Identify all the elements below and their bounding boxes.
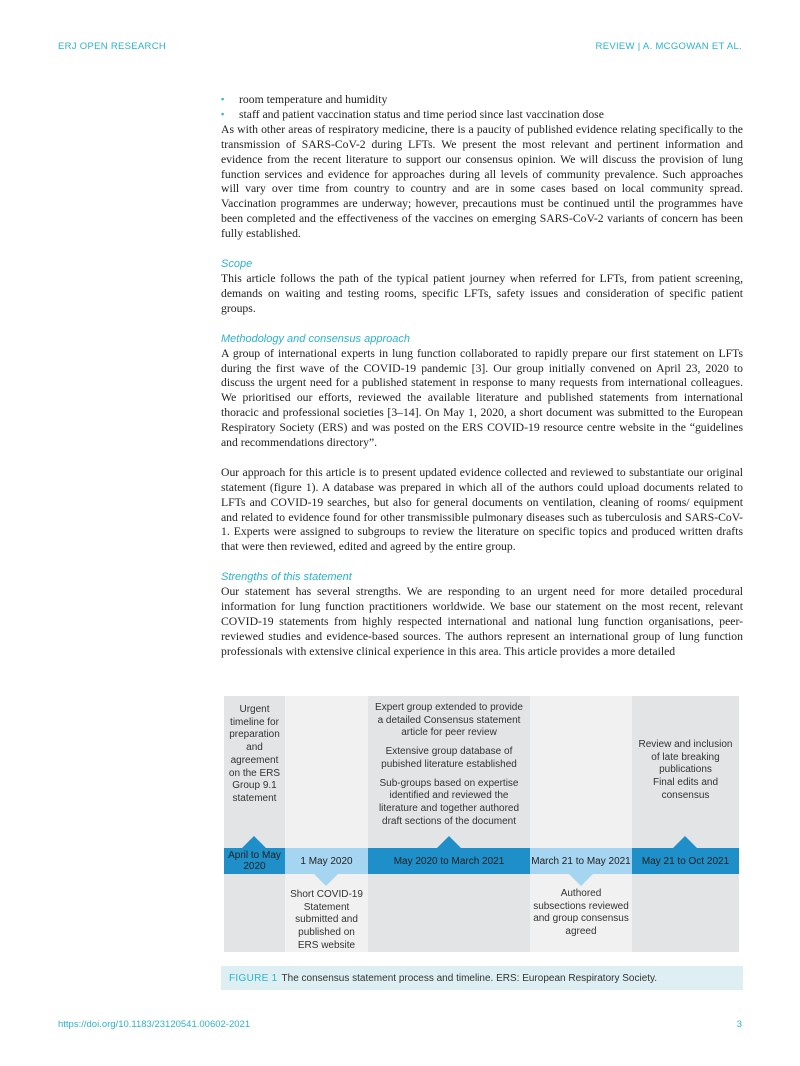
col-2-description [287,889,366,953]
timeline-date-1: April to May 2020 [224,848,285,874]
bullet-list [221,93,743,123]
page-number: 3 [736,1019,742,1030]
intro-paragraph: As with other areas of respiratory medicine, there is a paucity of published evidence relating specifically to the transmission of SARS-CoV-2 during LFTs. We present the most relevant and pertinent information and evidence from the recent literature to support our consensus opinion. We will discuss the provision of lung function services and evidence for approaches during all levels of community prevalence. Such approaches will vary over time from country to country and are in some cases based on local community spread. Vaccination programmes are underway; however, precautions must be continued until the programmes have been completed and the effectiveness of the vaccines on emerging SARS-CoV-2 variants of concern has been fully established. [221,122,743,241]
pointer-down-col-4 [569,874,593,886]
timeline-date-2: 1 May 2020 [285,848,368,874]
section-heading-strengths: Strengths of this statement [221,571,352,584]
figure-label: FIGURE 1 [229,972,278,984]
methodology-paragraph-2: Our approach for this article is to present updated evidence collected and reviewed to substantiate our original statement (figure 1). A database was prepared in which all of the authors could upload documents related to LFTs and COVID-19 searches, but also for general documents on ventilation, cleaning of rooms/ equipment and related to evidence found for other transmissible pulmonary diseases such as tuberculosis and SARS-CoV-1. Experts were assigned to subgroups to review the literature on specific topics and produced written drafts that were then reviewed, edited and agreed by the entire group. [221,465,743,554]
section-heading-methodology: Methodology and consensus approach [221,332,410,345]
timeline-date-4: March 21 to May 2021 [530,848,632,874]
col-4-text: Authored subsections reviewed and group consensus agreed [533,888,629,938]
timeline-date-5: May 21 to Oct 2021 [632,848,739,874]
figure-timeline [224,696,739,952]
col-4-description [533,888,629,939]
col-3-description [371,702,527,828]
figure-caption-text: The consensus statement process and timeline. ERS: European Respiratory Society. [281,972,658,984]
journal-name: ERJ OPEN RESEARCH [58,41,167,52]
pointer-down-col-2 [314,874,338,886]
panel-col-5 [632,696,739,952]
col-1-description [226,704,283,806]
col-3-text-3: Sub-groups based on expertise identified and reviewed the literature and together authored draft sections of the document [378,777,520,827]
scope-paragraph: This article follows the path of the typical patient journey when referred for LFTs, from patient screening, demands on waiting and testing rooms, specific LFTs, safety issues and consideration of specific patient groups. [221,271,743,315]
pointer-up-col-5 [673,836,697,848]
methodology-paragraph-1: A group of international experts in lung function collaborated to rapidly prepare our first statement on LFTs during the first wave of the COVID-19 pandemic [3]. Our group initially convened on April 23, 2020 to discuss the urgent need for a published statement in response to many requests from international colleagues. We prioritised our efforts, reviewed the available literature and published statements from international thoracic and professional societies [3–14]. On May 1, 2020, a short document was submitted to the European Respiratory Society (ERS) and was posted on the ERS COVID-19 resource centre website in the “guidelines and recommendations directory”. [221,346,743,450]
figure-caption [221,966,743,990]
list-item: ▪ room temperature and humidity [221,93,743,108]
strengths-paragraph: Our statement has several strengths. We are responding to an urgent need for more detailed procedural information for lung function practitioners worldwide. We base our statement on the most recent, relevant COVID-19 statements from highly respected international and national lung function organisations, peer-reviewed studies and evidence-based sources. The authors represent an international group of lung function professionals with extensive clinical experience in this area. This article provides a more detailed [221,585,743,658]
col-2-text: Short COVID-19 Statement submitted and published on ERS website [290,889,363,951]
list-item: ▪ staff and patient vaccination status and time period since last vaccination dose [221,108,743,123]
pointer-up-col-1 [242,836,266,848]
doi-link[interactable]: https://doi.org/10.1183/23120541.00602-2021 [58,1019,251,1030]
col-1-text: Urgent timeline for preparation and agreement on the ERS Group 9.1 statement [228,704,281,804]
col-3-text-2: Extensive group database of pubished literature established [381,746,517,770]
col-5-description [636,739,735,803]
timeline-date-3: May 2020 to March 2021 [368,848,530,874]
col-3-text-1: Expert group extended to provide a detailed Consensus statement article for peer review [375,702,523,739]
pointer-up-col-3 [437,836,461,848]
col-5-text-2: Final edits and consensus [652,777,719,801]
col-5-text-1: Review and inclusion of late breaking publications [638,739,733,776]
article-body [221,93,743,660]
running-header: REVIEW | A. MCGOWAN ET AL. [595,41,742,52]
section-heading-scope: Scope [221,258,253,271]
